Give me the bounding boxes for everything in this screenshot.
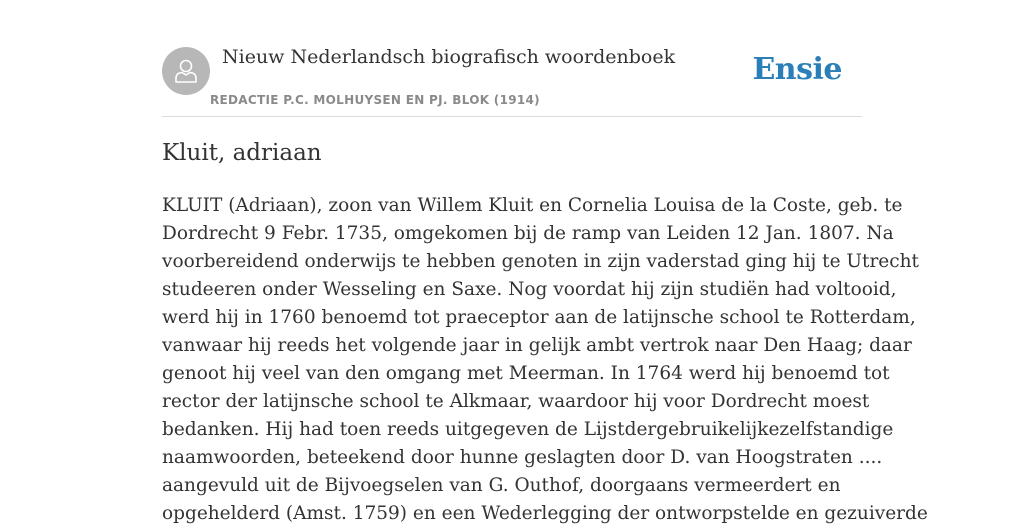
source-editors: REDACTIE P.C. MOLHUYSEN EN PJ. BLOK (1914) — [210, 93, 540, 107]
source-header — [162, 40, 862, 117]
article-line: Dordrecht 9 Febr. 1735, omgekomen bij de ramp van Leiden 12 Jan. 1807. Na — [162, 223, 894, 244]
article-line: rector der latijnsche school te Alkmaar, waardoor hij voor Dordrecht moest — [162, 391, 870, 412]
article-line: KLUIT (Adriaan), zoon van Willem Kluit en Cornelia Louisa de la Coste, geb. te — [162, 195, 903, 216]
article-body — [162, 192, 928, 528]
article-line: vanwaar hij reeds het volgende jaar in gelijk ambt vertrok naar Den Haag; daar — [162, 335, 912, 356]
user-icon — [171, 56, 201, 86]
article-line: bedanken. Hij had toen reeds uitgegeven de Lijstdergebruikelijkezelfstandige — [162, 419, 894, 440]
source-title[interactable]: Nieuw Nederlandsch biografisch woordenboek — [222, 46, 676, 68]
article-line: opgehelderd (Amst. 1759) en een Wederlegging der ontworpstelde en gezuiverde — [162, 503, 928, 524]
ensie-logo[interactable]: Ensie — [752, 52, 842, 87]
avatar[interactable] — [162, 47, 210, 95]
article-line: voorbereidend onderwijs te hebben genoten in zijn vaderstad ging hij te Utrecht — [162, 251, 919, 272]
article-title: Kluit, adriaan — [162, 140, 322, 166]
article-line: aangevuld uit de Bijvoegselen van G. Outhof, doorgaans vermeerdert en — [162, 475, 841, 496]
article-line: studeeren onder Wesseling en Saxe. Nog voordat hij zijn studiën had voltooid, — [162, 279, 897, 300]
article-line: naamwoorden, beteekend door hunne geslagten door D. van Hoogstraten .... — [162, 447, 883, 468]
article-line: werd hij in 1760 benoemd tot praeceptor aan de latijnsche school te Rotterdam, — [162, 307, 916, 328]
article-line: genoot hij veel van den omgang met Meerman. In 1764 werd hij benoemd tot — [162, 363, 890, 384]
